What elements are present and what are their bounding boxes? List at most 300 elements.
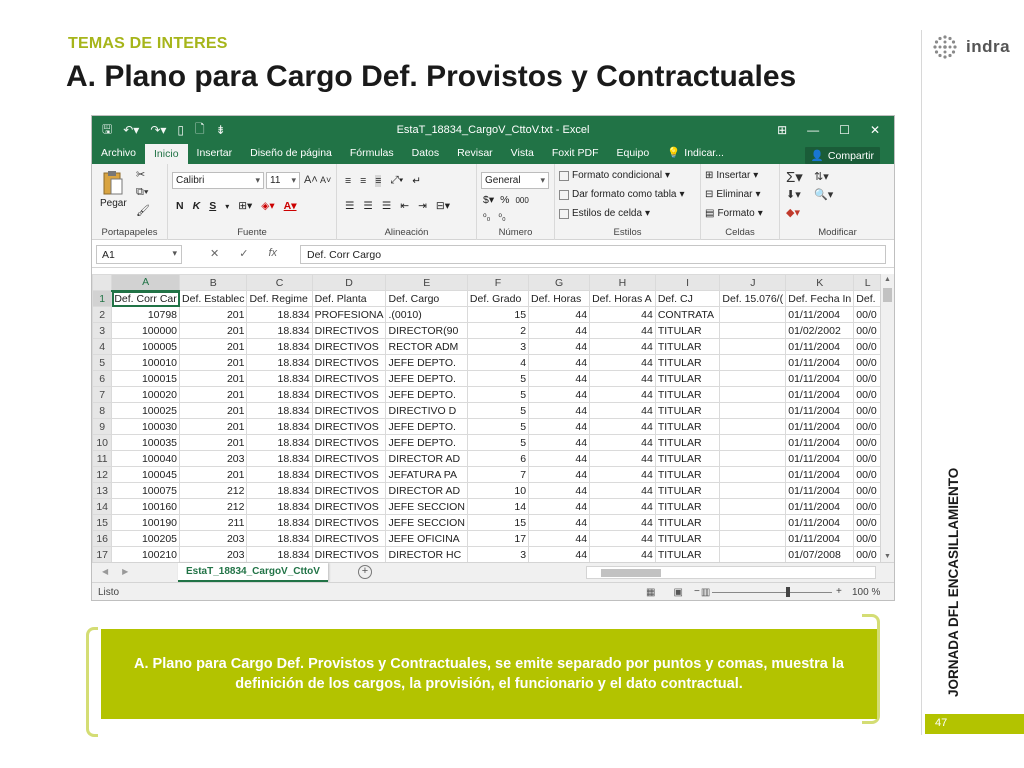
cell[interactable]: 44	[529, 355, 590, 371]
merge-center-icon[interactable]: ⊟▾	[435, 200, 450, 212]
wrap-text-icon[interactable]: ↵	[412, 174, 422, 187]
tab-inicio[interactable]: Inicio	[145, 144, 188, 164]
cell[interactable]: 44	[590, 371, 656, 387]
cell[interactable]: 44	[590, 355, 656, 371]
cell[interactable]	[720, 515, 786, 531]
italic-icon[interactable]: K	[192, 200, 201, 212]
thousands-icon[interactable]: 000	[515, 195, 529, 205]
grow-font-icon[interactable]: A˄	[304, 174, 318, 186]
copy-icon[interactable]: ⧉▾	[136, 186, 149, 198]
cell[interactable]: 18.834	[247, 387, 312, 403]
cell[interactable]: 201	[180, 307, 247, 323]
percent-icon[interactable]: %	[500, 194, 510, 206]
shrink-font-icon[interactable]: A˅	[320, 175, 332, 185]
redo-icon[interactable]: ↷▾	[150, 123, 167, 137]
cell[interactable]: 44	[529, 307, 590, 323]
cell[interactable]: 18.834	[247, 419, 312, 435]
tab-diseno-pagina[interactable]: Diseño de página	[250, 147, 332, 159]
column-header[interactable]: I	[655, 275, 720, 291]
fill-color-icon[interactable]: ◈▾	[261, 200, 275, 212]
cell[interactable]: 18.834	[247, 339, 312, 355]
cell[interactable]: Def. CJ	[655, 291, 720, 307]
row-header[interactable]: 14	[93, 499, 112, 515]
align-bottom-icon[interactable]: ≡	[375, 174, 382, 187]
bold-icon[interactable]: N	[176, 200, 184, 212]
cancel-icon[interactable]: ✕	[210, 248, 220, 260]
cell[interactable]: 18.834	[247, 435, 312, 451]
cell[interactable]: 00/0	[854, 355, 882, 371]
cell[interactable]: Def. 15.076/(	[720, 291, 786, 307]
autosum-icon[interactable]: Σ▾	[786, 169, 803, 186]
cell[interactable]: 01/02/2002	[786, 323, 854, 339]
fill-icon[interactable]: ⬇▾	[786, 189, 801, 201]
cell[interactable]: 44	[590, 467, 656, 483]
cell[interactable]: 5	[467, 403, 528, 419]
cell[interactable]: DIRECTIVOS	[312, 387, 386, 403]
cell[interactable]: Def. Corr Car	[112, 291, 180, 307]
cell[interactable]: 100190	[112, 515, 180, 531]
cell[interactable]: 00/0	[854, 483, 882, 499]
cell[interactable]: 4	[467, 355, 528, 371]
cell[interactable]: 201	[180, 403, 247, 419]
column-header[interactable]: K	[786, 275, 854, 291]
cell[interactable]: 201	[180, 371, 247, 387]
insert-function-icon[interactable]: fx	[268, 247, 277, 259]
cell[interactable]: DIRECTIVOS	[312, 355, 386, 371]
cell[interactable]: DIRECTIVOS	[312, 323, 386, 339]
tab-datos[interactable]: Datos	[411, 147, 440, 159]
cell[interactable]: DIRECTIVO D	[386, 403, 467, 419]
cell[interactable]: 201	[180, 339, 247, 355]
paste-button[interactable]: Pegar	[100, 198, 127, 209]
zoom-slider-knob[interactable]	[786, 587, 790, 597]
cell[interactable]: Def. Regime	[247, 291, 312, 307]
underline-dropdown-icon[interactable]: ▾	[225, 201, 230, 211]
sheet-tab-active[interactable]: EstaT_18834_CargoV_CttoV	[178, 563, 328, 582]
cell[interactable]: DIRECTIVOS	[312, 531, 386, 547]
clear-icon[interactable]: ◆▾	[786, 207, 800, 219]
cell[interactable]: 6	[467, 451, 528, 467]
cell[interactable]: TITULAR	[655, 499, 720, 515]
ribbon-display-icon[interactable]: ⊞	[777, 123, 788, 137]
tab-vista[interactable]: Vista	[510, 147, 534, 159]
cell[interactable]: 01/07/2008	[786, 547, 854, 563]
cell[interactable]: 44	[590, 499, 656, 515]
cell[interactable]	[720, 499, 786, 515]
cell[interactable]: 100000	[112, 323, 180, 339]
cell[interactable]: 18.834	[247, 467, 312, 483]
cell[interactable]: 100005	[112, 339, 180, 355]
cell[interactable]: 18.834	[247, 307, 312, 323]
cell[interactable]: RECTOR ADM	[386, 339, 467, 355]
font-size-select[interactable]: 11 ▾	[266, 172, 300, 189]
align-right-icon[interactable]: ☰	[381, 200, 392, 212]
font-color-icon[interactable]: A▾	[283, 200, 297, 212]
cell[interactable]: 00/0	[854, 339, 882, 355]
cell[interactable]: 3	[467, 339, 528, 355]
cell[interactable]	[720, 371, 786, 387]
prev-sheet-icon[interactable]: ◀	[102, 567, 109, 576]
decrease-indent-icon[interactable]: ⇤	[400, 200, 410, 212]
row-header[interactable]: 1	[93, 291, 112, 307]
cell[interactable]: 44	[590, 307, 656, 323]
cell[interactable]: JEFE DEPTO.	[386, 355, 467, 371]
close-icon[interactable]: ✕	[869, 123, 880, 137]
cell[interactable]: 100020	[112, 387, 180, 403]
cell[interactable]: TITULAR	[655, 483, 720, 499]
cell[interactable]: TITULAR	[655, 323, 720, 339]
zoom-level[interactable]: 100 %	[852, 587, 881, 598]
increase-decimal-icon[interactable]: ⁰₀	[483, 212, 491, 222]
cell[interactable]	[720, 419, 786, 435]
zoom-slider[interactable]	[712, 592, 832, 593]
select-all-corner[interactable]	[93, 275, 112, 291]
cell[interactable]: 01/11/2004	[786, 435, 854, 451]
cell[interactable]: 00/0	[854, 467, 882, 483]
cell[interactable]: DIRECTIVOS	[312, 339, 386, 355]
cell[interactable]: 01/11/2004	[786, 355, 854, 371]
cell[interactable]: 44	[529, 515, 590, 531]
insert-cells-button[interactable]	[705, 170, 758, 181]
number-format-select[interactable]: General ▾	[481, 172, 549, 189]
cell[interactable]: JEFE DEPTO.	[386, 371, 467, 387]
save-icon[interactable]: 🖫	[102, 121, 113, 136]
cell[interactable]: 44	[590, 387, 656, 403]
cell[interactable]: Def. Establec	[180, 291, 247, 307]
column-header[interactable]: G	[529, 275, 590, 291]
font-name-select[interactable]: Calibri ▾	[172, 172, 264, 189]
cell[interactable]: DIRECTIVOS	[312, 547, 386, 563]
cell[interactable]: DIRECTOR AD	[386, 483, 467, 499]
cell[interactable]: 01/11/2004	[786, 483, 854, 499]
cell[interactable]: JEFE DEPTO.	[386, 419, 467, 435]
cell[interactable]: 00/0	[854, 515, 882, 531]
cell[interactable]: 01/11/2004	[786, 531, 854, 547]
tab-archivo[interactable]: Archivo	[101, 147, 137, 159]
cell[interactable]: Def. Grado	[467, 291, 528, 307]
cell[interactable]: 5	[467, 435, 528, 451]
borders-icon[interactable]: ⊞▾	[238, 200, 253, 212]
column-header[interactable]: A	[112, 275, 180, 291]
cell[interactable]: 44	[529, 483, 590, 499]
cell[interactable]: DIRECTIVOS	[312, 371, 386, 387]
cell[interactable]: 00/0	[854, 499, 882, 515]
cell[interactable]: 44	[590, 339, 656, 355]
cell[interactable]: 201	[180, 435, 247, 451]
cell[interactable]: 44	[590, 531, 656, 547]
next-sheet-icon[interactable]: ▶	[122, 567, 129, 576]
cell[interactable]: 44	[590, 419, 656, 435]
cell[interactable]: 203	[180, 451, 247, 467]
cell[interactable]: 18.834	[247, 323, 312, 339]
align-center-icon[interactable]: ☰	[363, 200, 373, 212]
horizontal-scroll-thumb[interactable]	[601, 569, 661, 577]
cell[interactable]	[720, 355, 786, 371]
add-sheet-icon[interactable]: +	[358, 565, 372, 579]
cell[interactable]: TITULAR	[655, 531, 720, 547]
decrease-decimal-icon[interactable]: ⁰₀	[498, 212, 506, 222]
cell[interactable]	[720, 483, 786, 499]
page-layout-icon[interactable]: ▣	[673, 587, 683, 598]
cell[interactable]: 201	[180, 419, 247, 435]
currency-icon[interactable]: $▾	[483, 194, 495, 206]
cell[interactable]: Def. Fecha In	[786, 291, 854, 307]
cell[interactable]: 44	[529, 499, 590, 515]
cell[interactable]: DIRECTIVOS	[312, 515, 386, 531]
column-header[interactable]: E	[386, 275, 467, 291]
cell[interactable]: 2	[467, 323, 528, 339]
maximize-icon[interactable]: ☐	[839, 123, 850, 137]
tab-insertar[interactable]: Insertar	[196, 147, 233, 159]
row-header[interactable]: 5	[93, 355, 112, 371]
cell[interactable]: TITULAR	[655, 515, 720, 531]
cell[interactable]: 18.834	[247, 451, 312, 467]
cell[interactable]	[720, 387, 786, 403]
cell[interactable]: Def. Horas	[529, 291, 590, 307]
cell[interactable]: 00/0	[854, 307, 882, 323]
cell[interactable]: DIRECTIVOS	[312, 467, 386, 483]
cell[interactable]: 18.834	[247, 403, 312, 419]
cell[interactable]: 44	[529, 467, 590, 483]
cell[interactable]: 18.834	[247, 531, 312, 547]
cell[interactable]: CONTRATA	[655, 307, 720, 323]
tab-revisar[interactable]: Revisar	[457, 147, 493, 159]
find-select-icon[interactable]: 🔍▾	[814, 189, 834, 201]
row-header[interactable]: 7	[93, 387, 112, 403]
cell[interactable]: 01/11/2004	[786, 387, 854, 403]
cell[interactable]: 201	[180, 323, 247, 339]
cell[interactable]: 00/0	[854, 419, 882, 435]
cell[interactable]: 18.834	[247, 483, 312, 499]
cell[interactable]: 3	[467, 547, 528, 563]
cell[interactable]: 18.834	[247, 515, 312, 531]
cell[interactable]: 18.834	[247, 371, 312, 387]
cell[interactable]: 00/0	[854, 403, 882, 419]
cell[interactable]: 00/0	[854, 531, 882, 547]
cell[interactable]: 7	[467, 467, 528, 483]
minimize-icon[interactable]: —	[807, 123, 820, 137]
scroll-down-icon[interactable]: ▼	[884, 553, 891, 560]
cell[interactable]: 100035	[112, 435, 180, 451]
underline-icon[interactable]: S	[209, 200, 217, 212]
cut-icon[interactable]: ✂	[136, 169, 146, 181]
format-cells-button[interactable]	[705, 208, 763, 219]
cell[interactable]: 01/11/2004	[786, 451, 854, 467]
row-header[interactable]: 13	[93, 483, 112, 499]
cell[interactable]: JEFE SECCION	[386, 499, 467, 515]
cell[interactable]: JEFATURA PA	[386, 467, 467, 483]
cell[interactable]: 212	[180, 499, 247, 515]
cell[interactable]	[720, 531, 786, 547]
cell[interactable]: DIRECTIVOS	[312, 483, 386, 499]
cell[interactable]: TITULAR	[655, 451, 720, 467]
horizontal-scrollbar[interactable]	[586, 566, 876, 579]
scroll-up-icon[interactable]: ▲	[884, 276, 891, 283]
paste-icon[interactable]	[102, 170, 124, 196]
normal-view-icon[interactable]: ▦	[646, 587, 656, 598]
row-header[interactable]: 10	[93, 435, 112, 451]
cell[interactable]: 44	[529, 371, 590, 387]
row-header[interactable]: 17	[93, 547, 112, 563]
cell[interactable]: 5	[467, 371, 528, 387]
cell[interactable]: 100030	[112, 419, 180, 435]
column-header[interactable]: L	[854, 275, 882, 291]
cell[interactable]: 18.834	[247, 355, 312, 371]
column-header[interactable]: B	[180, 275, 247, 291]
cell[interactable]: JEFE OFICINA	[386, 531, 467, 547]
cell[interactable]: 201	[180, 467, 247, 483]
zoom-out-icon[interactable]: −	[694, 586, 700, 597]
column-header[interactable]: J	[720, 275, 786, 291]
cell[interactable]: TITULAR	[655, 547, 720, 563]
row-header[interactable]: 2	[93, 307, 112, 323]
tab-foxit-pdf[interactable]: Foxit PDF	[551, 147, 599, 159]
cell[interactable]: 01/11/2004	[786, 339, 854, 355]
cell[interactable]: 44	[529, 387, 590, 403]
cell[interactable]: 44	[529, 339, 590, 355]
cell[interactable]: 44	[590, 547, 656, 563]
cell[interactable]: Def. Cargo	[386, 291, 467, 307]
touch-mode-icon[interactable]: ▯	[177, 123, 184, 137]
conditional-format-button[interactable]	[559, 170, 670, 181]
cell[interactable]: DIRECTOR(90	[386, 323, 467, 339]
format-painter-icon[interactable]: 🖌	[136, 205, 150, 217]
cell[interactable]: 00/0	[854, 435, 882, 451]
cell[interactable]: TITULAR	[655, 403, 720, 419]
cell[interactable]: 18.834	[247, 547, 312, 563]
cell[interactable]: JEFE DEPTO.	[386, 387, 467, 403]
cell[interactable]: 44	[529, 403, 590, 419]
cell[interactable]: DIRECTOR HC	[386, 547, 467, 563]
row-header[interactable]: 15	[93, 515, 112, 531]
cell[interactable]	[720, 547, 786, 563]
undo-icon[interactable]: ↶▾	[123, 123, 140, 137]
delete-cells-button[interactable]	[705, 189, 761, 200]
cell[interactable]: Def. Planta	[312, 291, 386, 307]
column-header[interactable]: H	[590, 275, 656, 291]
tell-me-box[interactable]	[658, 146, 733, 164]
row-header[interactable]: 6	[93, 371, 112, 387]
cell[interactable]: 5	[467, 419, 528, 435]
cell[interactable]: DIRECTIVOS	[312, 435, 386, 451]
cell[interactable]	[720, 467, 786, 483]
cell[interactable]: JEFE DEPTO.	[386, 435, 467, 451]
cell[interactable]: 44	[590, 451, 656, 467]
cell[interactable]: TITULAR	[655, 355, 720, 371]
row-header[interactable]: 12	[93, 467, 112, 483]
cell[interactable]: 5	[467, 387, 528, 403]
column-header[interactable]: D	[312, 275, 386, 291]
column-header[interactable]: F	[467, 275, 528, 291]
cell[interactable]: 14	[467, 499, 528, 515]
cell[interactable]: JEFE SECCION	[386, 515, 467, 531]
cell[interactable]	[720, 307, 786, 323]
cell[interactable]: 01/11/2004	[786, 419, 854, 435]
row-header[interactable]: 8	[93, 403, 112, 419]
cell[interactable]	[720, 323, 786, 339]
cell[interactable]	[720, 403, 786, 419]
vertical-scroll-thumb[interactable]	[883, 288, 892, 302]
cell[interactable]: TITULAR	[655, 419, 720, 435]
cell[interactable]: 10	[467, 483, 528, 499]
cell[interactable]: 44	[590, 515, 656, 531]
align-left-icon[interactable]: ☰	[345, 200, 355, 212]
cell[interactable]: 01/11/2004	[786, 371, 854, 387]
cell[interactable]: 203	[180, 531, 247, 547]
cell[interactable]: 203	[180, 547, 247, 563]
cell[interactable]: 201	[180, 387, 247, 403]
row-header[interactable]: 4	[93, 339, 112, 355]
row-header[interactable]: 9	[93, 419, 112, 435]
cell[interactable]: 17	[467, 531, 528, 547]
cell[interactable]: 100010	[112, 355, 180, 371]
cell[interactable]: 44	[590, 483, 656, 499]
cell[interactable]: 100210	[112, 547, 180, 563]
share-button[interactable]	[805, 147, 880, 164]
cell[interactable]: 44	[529, 547, 590, 563]
row-header[interactable]: 3	[93, 323, 112, 339]
cell[interactable]: 100205	[112, 531, 180, 547]
cell[interactable]: 10798	[112, 307, 180, 323]
cell[interactable]: TITULAR	[655, 467, 720, 483]
cell[interactable]: TITULAR	[655, 387, 720, 403]
cell[interactable]: 01/11/2004	[786, 515, 854, 531]
cell[interactable]: 01/11/2004	[786, 467, 854, 483]
cell[interactable]: 100015	[112, 371, 180, 387]
cell[interactable]: TITULAR	[655, 339, 720, 355]
cell[interactable]: DIRECTIVOS	[312, 403, 386, 419]
enter-icon[interactable]: ✓	[239, 248, 249, 260]
cell[interactable]: 100075	[112, 483, 180, 499]
row-header[interactable]: 16	[93, 531, 112, 547]
align-top-icon[interactable]: ≡	[345, 174, 352, 187]
cell[interactable]: 00/0	[854, 371, 882, 387]
cell-styles-button[interactable]	[559, 208, 650, 219]
cell[interactable]: 44	[529, 419, 590, 435]
cell[interactable]: 44	[529, 451, 590, 467]
cell[interactable]: 100160	[112, 499, 180, 515]
cell[interactable]: 44	[590, 323, 656, 339]
align-middle-icon[interactable]: ≡	[360, 174, 367, 187]
formula-input[interactable]: Def. Corr Cargo	[300, 245, 886, 264]
cell[interactable]: DIRECTIVOS	[312, 451, 386, 467]
cell[interactable]: 44	[590, 435, 656, 451]
cell[interactable]: 00/0	[854, 547, 882, 563]
cell[interactable]	[720, 435, 786, 451]
cell[interactable]: PROFESIONA	[312, 307, 386, 323]
cell[interactable]: 100045	[112, 467, 180, 483]
customize-qat-icon[interactable]: ⇟	[215, 123, 226, 137]
cell[interactable]: 100040	[112, 451, 180, 467]
cell[interactable]: 201	[180, 355, 247, 371]
column-header[interactable]: C	[247, 275, 312, 291]
cell[interactable]: 15	[467, 515, 528, 531]
cell[interactable]: 44	[590, 403, 656, 419]
cell[interactable]: 00/0	[854, 451, 882, 467]
name-box[interactable]: A1 ▾	[96, 245, 182, 264]
page-break-icon[interactable]: ▥	[700, 587, 711, 598]
cell[interactable]: DIRECTOR AD	[386, 451, 467, 467]
cell[interactable]: TITULAR	[655, 435, 720, 451]
zoom-in-icon[interactable]: +	[836, 586, 842, 597]
cell[interactable]: 18.834	[247, 499, 312, 515]
cell[interactable]: 212	[180, 483, 247, 499]
cell[interactable]: TITULAR	[655, 371, 720, 387]
cell[interactable]: 01/11/2004	[786, 499, 854, 515]
increase-indent-icon[interactable]: ⇥	[418, 200, 427, 212]
cell[interactable]: 00/0	[854, 323, 882, 339]
vertical-scrollbar[interactable]	[880, 274, 894, 562]
